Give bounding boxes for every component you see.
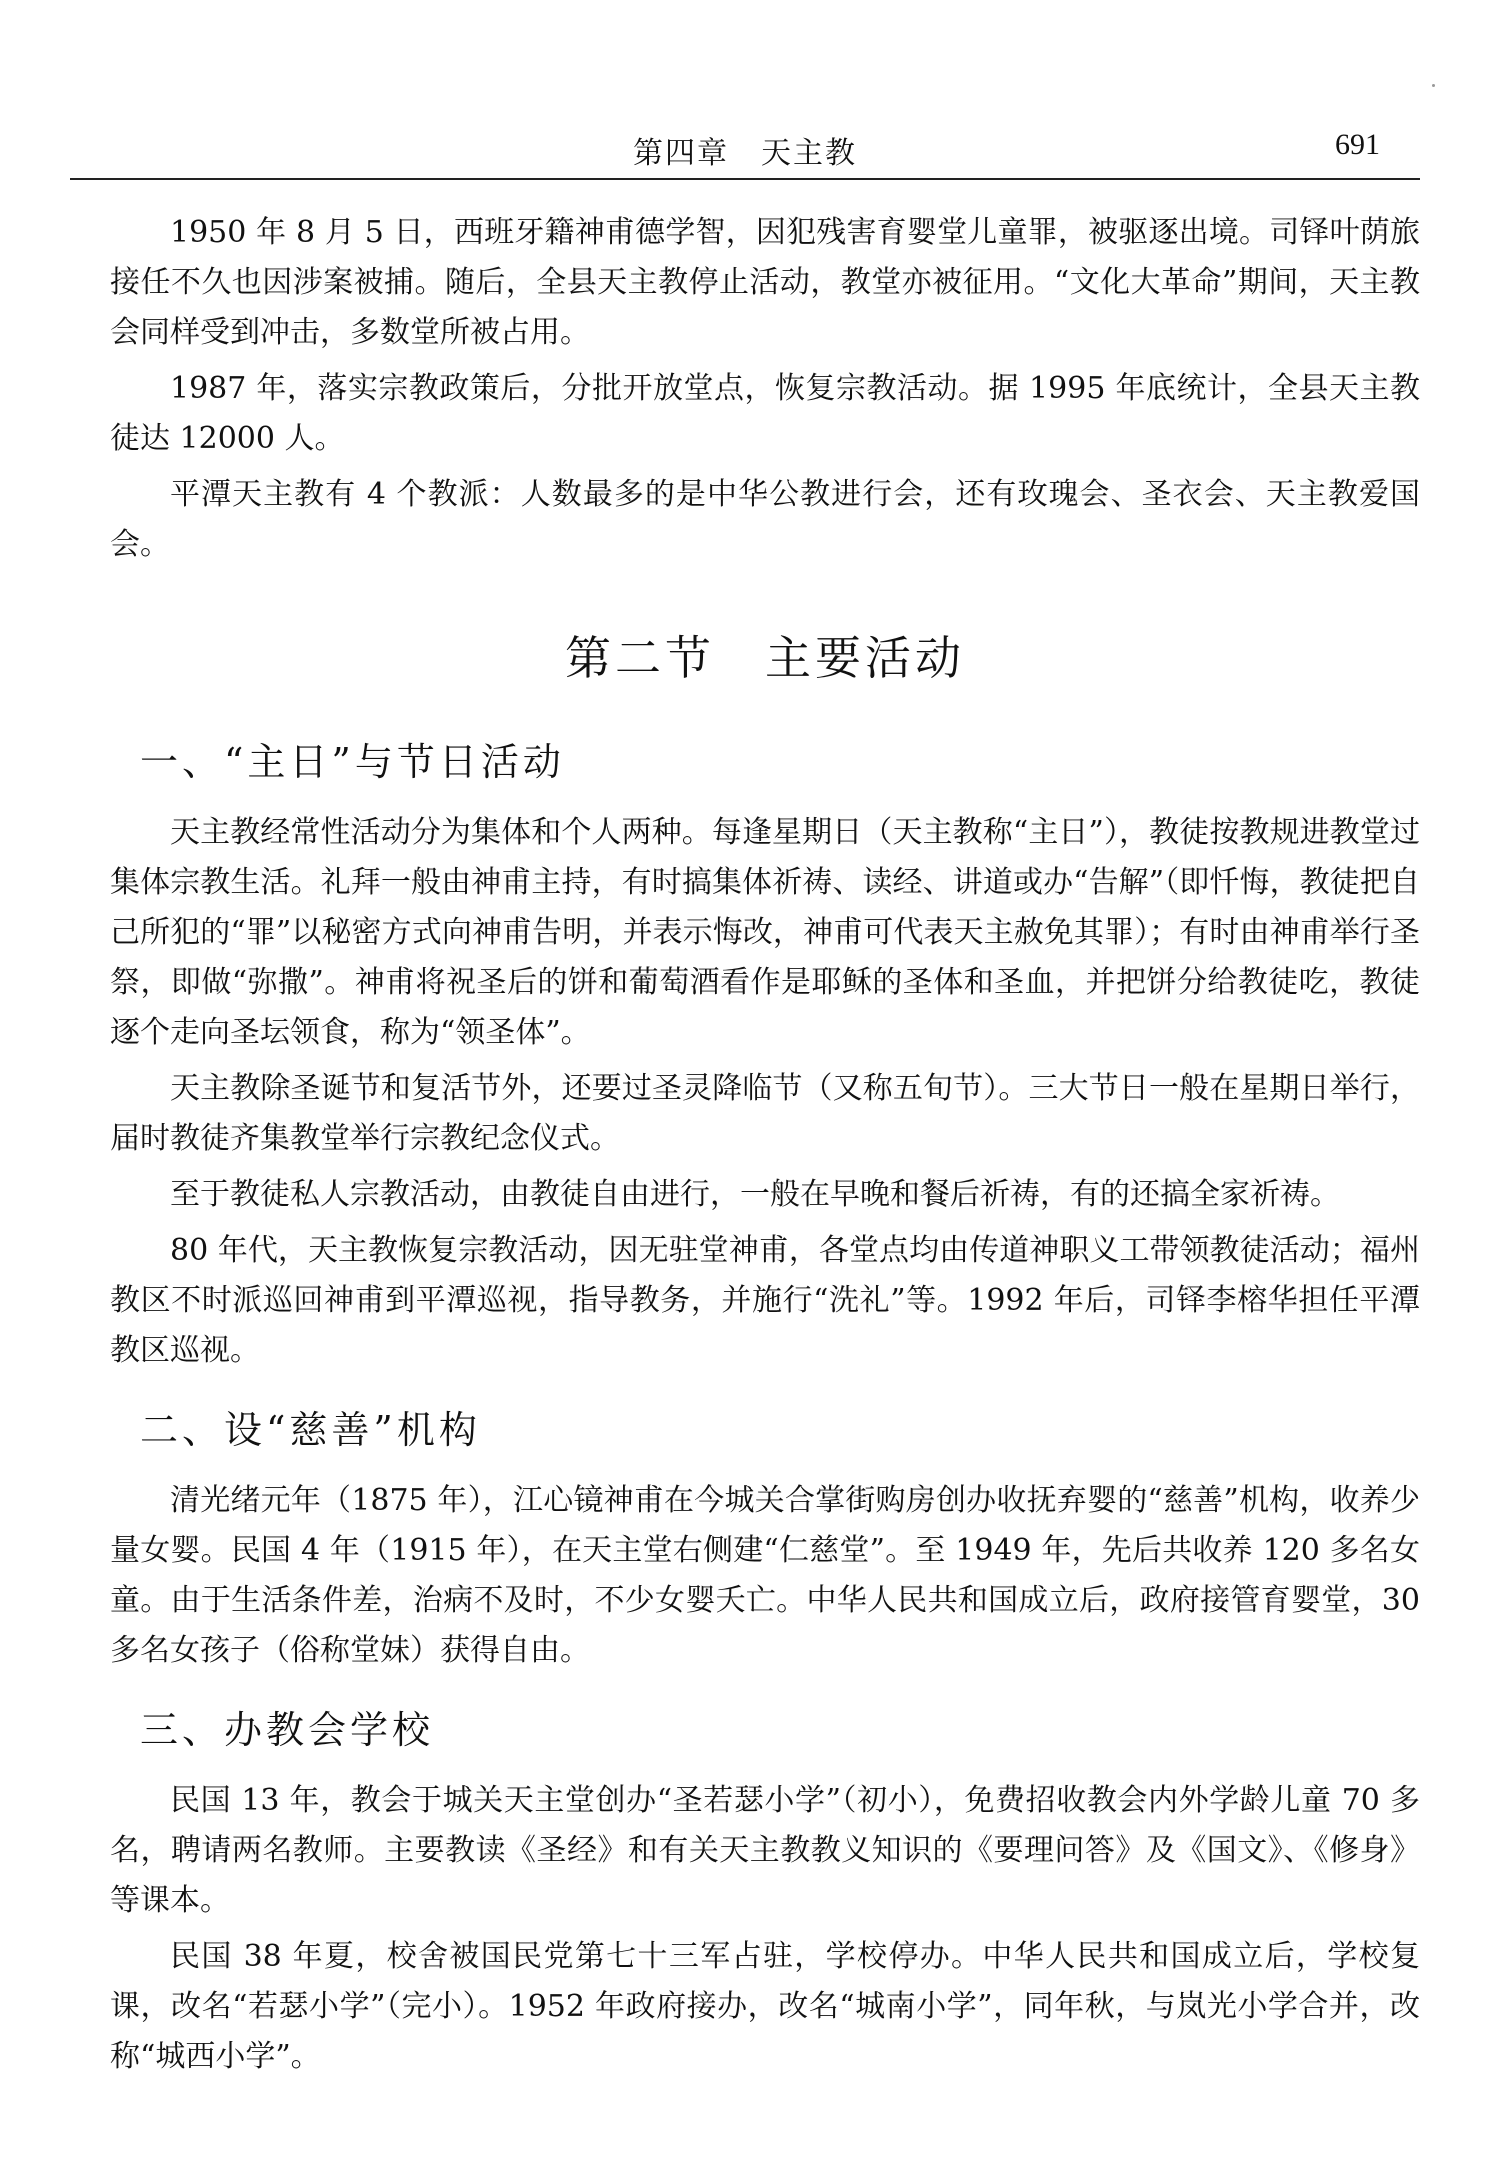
page-number: 691 (1335, 128, 1380, 161)
subsection-heading: 一、“主日”与节日活动 (140, 740, 565, 784)
paragraph: 1950 年 8 月 5 日，西班牙籍神甫德学智，因犯残害育婴堂儿童罪，被驱逐出境。司铎叶荫旅接任不久也因涉案被捕。随后，全县天主教停止活动，教堂亦被征用。“文化大革命”期间，天主教会同样受到冲击，多数堂所被占用。 (110, 215, 1420, 350)
paragraph: 1987 年，落实宗教政策后，分批开放堂点，恢复宗教活动。据 1995 年底统计，全县天主教徒达 12000 人。 (110, 371, 1420, 456)
paragraph: 80 年代，天主教恢复宗教活动，因无驻堂神甫，各堂点均由传道神职义工带领教徒活动；福州教区不时派巡回神甫到平潭巡视，指导教务，并施行“洗礼”等。1992 年后，司铎李榕华担任平潭教区巡视。 (110, 1233, 1420, 1368)
section-title: 第二节 主要活动 (565, 631, 965, 685)
paragraph: 天主教经常性活动分为集体和个人两种。每逢星期日（天主教称“主日”），教徒按教规进教堂过集体宗教生活。礼拜一般由神甫主持，有时搞集体祈祷、读经、讲道或办“告解”（即忏悔，教徒把自己所犯的“罪”以秘密方式向神甫告明，并表示悔改，神甫可代表天主赦免其罪）；有时由神甫举行圣祭，即做“弥撒”。神甫将祝圣后的饼和葡萄酒看作是耶稣的圣体和圣血，并把饼分给教徒吃，教徒逐个走向圣坛领食，称为“领圣体”。 (110, 815, 1420, 1050)
paragraph: 民国 38 年夏，校舍被国民党第七十三军占驻，学校停办。中华人民共和国成立后，学校复课，改名“若瑟小学”（完小）。1952 年政府接办，改名“城南小学”，同年秋，与岚光小学合并，改称“城西小学”。 (110, 1939, 1420, 2074)
chapter-title: 第四章 天主教 (633, 136, 857, 171)
scan-speck (1432, 84, 1435, 87)
paragraph: 清光绪元年（1875 年），江心镜神甫在今城关合掌街购房创办收抚弃婴的“慈善”机构，收养少量女婴。民国 4 年（1915 年），在天主堂右侧建“仁慈堂”。至 1949 年，先后共收养 120 多名女童。由于生活条件差，治病不及时，不少女婴夭亡。中华人民共和国成立后，政府接管育婴堂，30 多名女孩子（俗称堂妹）获得自由。 (110, 1483, 1420, 1668)
running-header (70, 118, 1420, 180)
subsection-heading: 三、办教会学校 (140, 1708, 435, 1752)
paragraph: 民国 13 年，教会于城关天主堂创办“圣若瑟小学”（初小），免费招收教会内外学龄儿童 70 多名，聘请两名教师。主要教读《圣经》和有关天主教教义知识的《要理问答》及《国文》、《修身》等课本。 (110, 1783, 1420, 1918)
paragraph: 平潭天主教有 4 个教派：人数最多的是中华公教进行会，还有玫瑰会、圣衣会、天主教爱国会。 (110, 477, 1420, 562)
page-body (110, 208, 1420, 2088)
paragraph: 至于教徒私人宗教活动，由教徒自由进行，一般在早晚和餐后祈祷，有的还搞全家祈祷。 (170, 1177, 1340, 1212)
paragraph: 天主教除圣诞节和复活节外，还要过圣灵降临节（又称五旬节）。三大节日一般在星期日举行，届时教徒齐集教堂举行宗教纪念仪式。 (110, 1071, 1420, 1156)
subsection-heading: 二、设“慈善”机构 (140, 1408, 481, 1452)
